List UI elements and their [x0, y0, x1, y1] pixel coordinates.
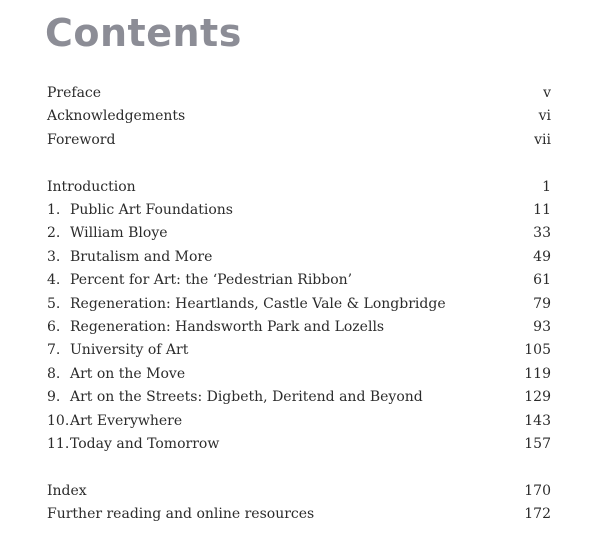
toc-entry-chapter-2 [47, 222, 551, 245]
toc-entry-label: Further reading and online resources [47, 506, 315, 523]
toc-entry-label: Art on the Streets: Digbeth, Deritend and Beyond [70, 389, 423, 406]
toc-entry-preface [47, 82, 551, 105]
toc-entry-chapter-10 [47, 410, 551, 433]
chapter-number: 6. [47, 319, 61, 336]
toc-entry-label: Preface [47, 85, 102, 101]
chapter-number: 4. [47, 272, 61, 289]
toc-entry-label: Regeneration: Heartlands, Castle Vale & Longbridge [70, 295, 446, 312]
toc-entry-page: 143 [524, 412, 551, 429]
toc-entry-chapter-7 [47, 339, 551, 362]
chapter-number: 3. [47, 248, 61, 265]
toc-entry-label: Regeneration: Handsworth Park and Lozells [70, 319, 385, 336]
toc-entry-page: 119 [524, 365, 551, 382]
toc-entry-page: 11 [533, 202, 551, 219]
toc-entry-label: Brutalism and More [70, 248, 213, 265]
toc-entry-label: Foreword [47, 131, 116, 148]
chapter-number: 10. [47, 412, 70, 429]
toc-entry-chapter-5 [47, 293, 551, 316]
toc-entry-page: v [543, 85, 551, 101]
toc-entry-page: 33 [533, 225, 551, 242]
toc-entry-label: Art Everywhere [70, 412, 183, 429]
chapter-number: 8. [47, 365, 61, 382]
toc-entry-foreword [47, 129, 551, 152]
toc-entry-page: 105 [524, 342, 551, 359]
toc-entry-chapter-4 [47, 269, 551, 292]
toc-entry-further-reading [47, 503, 551, 526]
toc-entry-chapter-8 [47, 363, 551, 386]
toc-entry-page: vi [538, 108, 551, 125]
toc-entry-chapter-6 [47, 316, 551, 339]
toc-entry-chapter-9 [47, 386, 551, 409]
toc-entry-label: William Bloye [70, 225, 168, 242]
toc-entry-label: Public Art Foundations [70, 202, 233, 219]
toc-entry-page: 79 [533, 295, 551, 312]
section-spacer [47, 152, 551, 176]
section-spacer [47, 456, 551, 480]
toc-entry-page: 49 [533, 248, 551, 265]
chapter-number: 9. [47, 389, 61, 406]
toc-entry-page: 157 [524, 435, 551, 452]
toc-entry-index [47, 480, 551, 503]
toc-entry-acknowledgements [47, 105, 551, 128]
toc-entry-page: vii [534, 131, 551, 148]
toc-entry-page: 170 [524, 482, 551, 499]
toc-entry-chapter-1 [47, 199, 551, 222]
toc-entry-chapter-3 [47, 246, 551, 269]
toc-entry-label: Acknowledgements [47, 108, 186, 125]
toc-entry-chapter-11 [47, 433, 551, 456]
toc-entry-page: 172 [524, 506, 551, 523]
toc-entry-label: Percent for Art: the ‘Pedestrian Ribbon’ [70, 272, 353, 289]
toc-entry-label: Index [47, 482, 87, 499]
table-of-contents [47, 82, 551, 527]
chapter-number: 1. [47, 202, 61, 219]
toc-entry-page: 61 [533, 272, 551, 289]
toc-entry-page: 1 [542, 178, 551, 195]
toc-entry-page: 93 [533, 319, 551, 336]
chapter-number: 7. [47, 342, 61, 359]
page-title: Contents [45, 11, 242, 55]
toc-entry-page: 129 [524, 389, 551, 406]
chapter-number: 11. [47, 435, 70, 452]
toc-entry-label: University of Art [70, 342, 189, 359]
toc-entry-label: Art on the Move [70, 365, 186, 382]
chapter-number: 5. [47, 295, 61, 312]
toc-entry-label: Introduction [47, 178, 136, 195]
toc-entry-introduction [47, 176, 551, 199]
chapter-number: 2. [47, 225, 61, 242]
toc-entry-label: Today and Tomorrow [70, 435, 220, 452]
